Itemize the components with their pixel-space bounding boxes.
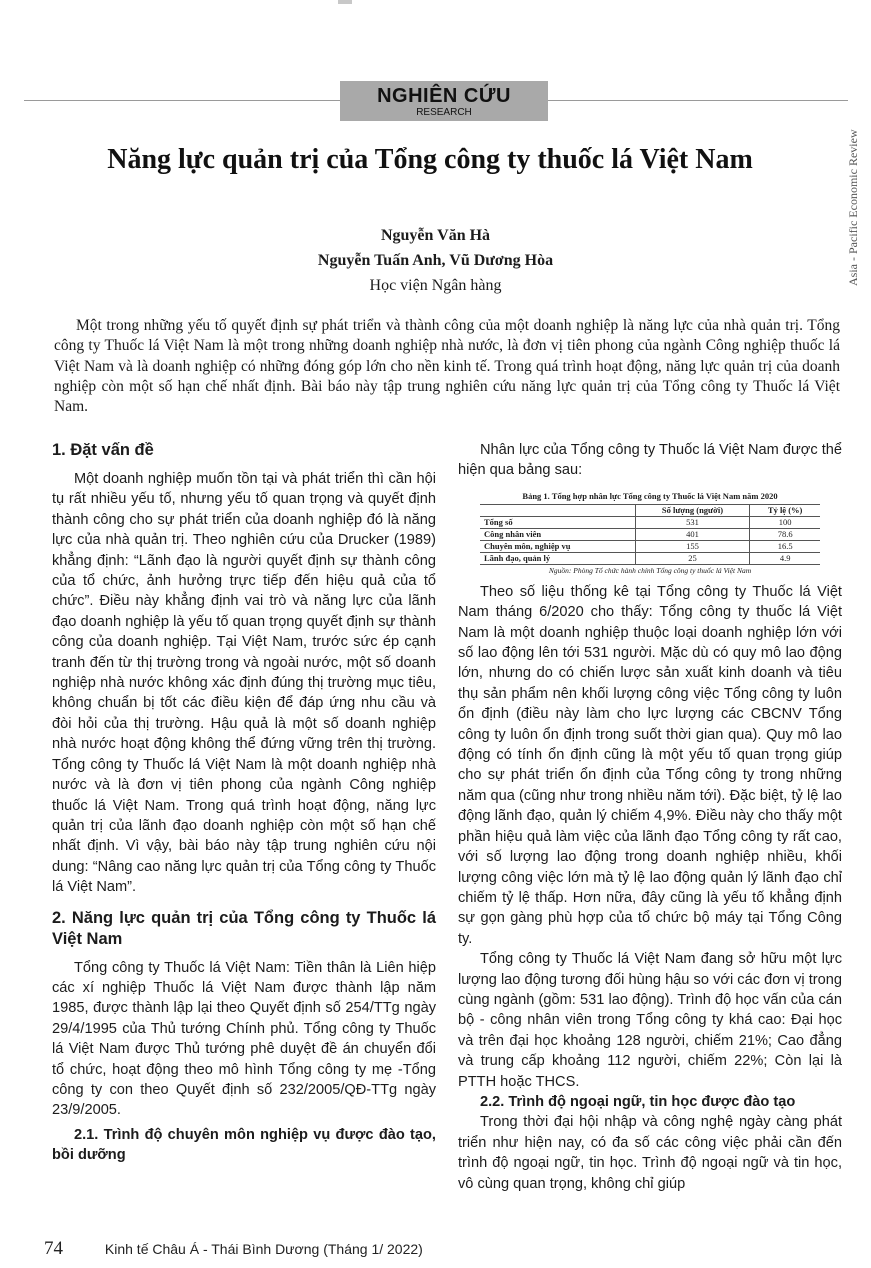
article-title: Năng lực quản trị của Tổng công ty thuốc lá Việt Nam xyxy=(107,144,753,175)
table-row xyxy=(480,516,820,528)
table-row xyxy=(480,552,820,564)
header-rule-left xyxy=(24,100,340,101)
row-count: 401 xyxy=(635,528,750,540)
page-footer xyxy=(44,1238,423,1260)
author-primary: Nguyễn Văn Hà xyxy=(380,227,491,244)
row-pct: 100 xyxy=(750,516,820,528)
table-header-label xyxy=(480,504,635,516)
heading-2-2: 2.2. Trình độ ngoại ngữ, tin học được đào tạo xyxy=(480,1093,796,1110)
row-count: 531 xyxy=(635,516,750,528)
section-tag-subtitle: RESEARCH xyxy=(416,107,472,118)
paragraph-company-history: Tổng công ty Thuốc lá Việt Nam: Tiền thân là Liên hiệp các xí nghiệp Thuốc lá Việt Nam được thành lập năm 1985, được thành lập lại theo Quyết định số 254/TTg ngày 29/4/1995 của Thủ tướng Chính phủ. Tổng công ty Thuốc lá Việt Nam được Thủ tướng phê duyệt đề án chuyển đổi tổ chức, hoạt động theo mô hình Tổng công ty mẹ -Tổng công ty con theo Quyết định số 232/2005/QĐ-TTg ngày 23/9/2005. xyxy=(52,959,436,1119)
left-column xyxy=(52,440,436,1166)
paragraph-education: Tổng công ty Thuốc lá Việt Nam đang sở hữu một lực lượng lao động tương đối hùng hậu so với các đơn vị trong cùng ngành (gồm: 531 lao động). Trình độ học vấn của cán bộ - công nhân viên trong Tổng công ty khá cao: Đại học và trên đại học khoảng 128 người, chiếm 21%; Cao đẳng và trung cấp khoảng 112 người, chiếm 22%; Còn lại là PTTH hoặc THCS. xyxy=(458,951,842,1090)
abstract: Một trong những yếu tố quyết định sự phát triển và thành công của một doanh nghiệp là năng lực của nhà quản trị. Tổng công ty Thuốc lá Việt Nam là một trong những doanh nghiệp nhà nước, là đơn vị tiên phong của ngành Công nghiệp thuốc lá Việt Nam và là doanh nghiệp có những đóng góp lớn cho nền kinh tế. Trong quá trình hoạt động, năng lực quản trị của doanh nghiệp còn một số hạn chế nhất định. Bài báo này tập trung nghiên cứu năng lực quản trị của Tổng công ty Thuốc lá Việt Nam. xyxy=(54,317,840,416)
paragraph-table-intro: Nhân lực của Tổng công ty Thuốc lá Việt Nam được thể hiện qua bảng sau: xyxy=(458,442,842,479)
header-rule-right xyxy=(548,100,848,101)
paragraph-statistics: Theo số liệu thống kê tại Tổng công ty Thuốc lá Việt Nam tháng 6/2020 cho thấy: Tổng công ty thuốc lá Việt Nam là một doanh nghiệp thuộc loại doanh nghiệp lớn với số lao động lên tới 531 người. Mặc dù có quy mô lao động lớn, nhưng do có chiến lược sản xuất kinh doanh và tiêu thụ sản phẩm nên khối lượng công việc Tổng công ty luôn ổn định (điều này làm cho lực lượng các CBCNV Tổng công ty luôn ổn định trong suốt thời gian qua). Quy mô lao động có tính ổn định cũng là một yếu tố quan trọng giúp cho sự phát triển ổn định của Tổng công ty trong những năm qua (cũng như trong nhiều năm tới). Đặc biệt, tỷ lệ lao động lãnh đạo, quản lý chiếm 4,9%. Điều này cho thấy một phần hiệu quả làm việc của lãnh đạo Tổng công ty rất cao, với số lượng lao động trong doanh nghiệp nhiều, khối lượng công việc lớn mà tỷ lệ lao động quản lý lãnh đạo chỉ chiếm tỷ lệ thấp. Hơn nữa, đây cũng là yếu tố khẳng định sự gọn gàng phù hợp của tổ chức bộ máy tại Tổng Công ty. xyxy=(458,583,842,947)
author-block xyxy=(100,223,771,298)
row-label: Lãnh đạo, quản lý xyxy=(480,552,635,564)
page-number: 74 xyxy=(44,1238,63,1259)
heading-2: 2. Năng lực quản trị của Tổng công ty Thuốc lá Việt Nam xyxy=(52,908,436,948)
scan-mark xyxy=(338,0,352,4)
paragraph-intro: Một doanh nghiệp muốn tồn tại và phát triển thì cần hội tụ rất nhiều yếu tố, nhưng yếu tố quan trọng và quyết định thành công cho sự phát triển của doanh nghiệp đó là năng lực của nhà quản trị. Theo nghiên cứu của Drucker (1989) khẳng định: “Lãnh đạo là người quyết định sự thành công của tổ chức, ảnh hưởng trực tiếp đến hiệu quả của tổ chức”. Điều này khẳng định vai trò và năng lực của lãnh đạo doanh nghiệp là yếu tố quan trọng quyết định sự thành công của doanh nghiệp. Tại Việt Nam, trước sức ép cạnh tranh đến từ thị trường trong và ngoài nước, một số doanh nghiệp nhà nước không xác định đúng thị trường mục tiêu, không chuẩn bị tốt các điều kiện để đáp ứng nhu cầu và đòi hỏi của thị trường. Hậu quả là một số doanh nghiệp nhà nước hoạt động không thể đứng vững trên thị trường. Tổng công ty Thuốc lá Việt Nam là một doanh nghiệp nhà nước và là đơn vị tiên phong của ngành Công nghiệp thuốc lá Việt Nam. Trong quá trình hoạt động, năng lực quản trị của lãnh đạo doanh nghiệp còn một số hạn chế nhất định. Vì vậy, bài báo này tập trung nghiên cứu nội dung: “Nâng cao năng lực quản trị của Tổng công ty Thuốc lá Việt Nam”. xyxy=(52,471,436,896)
section-tag-title: NGHIÊN CỨU xyxy=(377,85,511,107)
row-pct: 4.9 xyxy=(750,552,820,564)
heading-1: 1. Đặt vấn đề xyxy=(52,441,154,459)
staff-table xyxy=(480,504,820,565)
row-count: 25 xyxy=(635,552,750,564)
row-count: 155 xyxy=(635,540,750,552)
section-tag xyxy=(340,81,548,121)
row-pct: 78.6 xyxy=(750,528,820,540)
table-row xyxy=(480,528,820,540)
table-row xyxy=(480,540,820,552)
author-coauthors: Nguyễn Tuấn Anh, Vũ Dương Hòa xyxy=(317,252,554,269)
table-source: Nguồn: Phòng Tổ chức hành chính Tổng công ty thuốc lá Việt Nam xyxy=(548,565,752,575)
table-header-row xyxy=(480,504,820,516)
heading-2-1: 2.1. Trình độ chuyên môn nghiệp vụ được đào tạo, bồi dưỡng xyxy=(52,1126,436,1164)
journal-side-label: Asia - Pacific Economic Review xyxy=(846,129,860,286)
row-label: Công nhân viên xyxy=(480,528,635,540)
journal-name: Kinh tế Châu Á - Thái Bình Dương (Tháng 1/ 2022) xyxy=(104,1241,423,1257)
paragraph-languages: Trong thời đại hội nhập và công nghệ ngày càng phát triển như hiện nay, có đa số các công việc phải cần đến trình độ ngoại ngữ, tin học. Trình độ ngoại ngữ và tin học, vô cùng quan trọng, không chỉ giúp xyxy=(458,1114,842,1192)
row-pct: 16.5 xyxy=(750,540,820,552)
right-column xyxy=(458,440,842,1194)
author-affiliation: Học viện Ngân hàng xyxy=(369,277,502,294)
table-caption: Bảng 1. Tổng hợp nhân lực Tổng công ty Thuốc lá Việt Nam năm 2020 xyxy=(522,490,778,501)
table-header-pct: Tỷ lệ (%) xyxy=(750,504,820,516)
row-label: Tổng số xyxy=(480,516,635,528)
row-label: Chuyên môn, nghiệp vụ xyxy=(480,540,635,552)
table-header-count: Số lượng (người) xyxy=(635,504,750,516)
